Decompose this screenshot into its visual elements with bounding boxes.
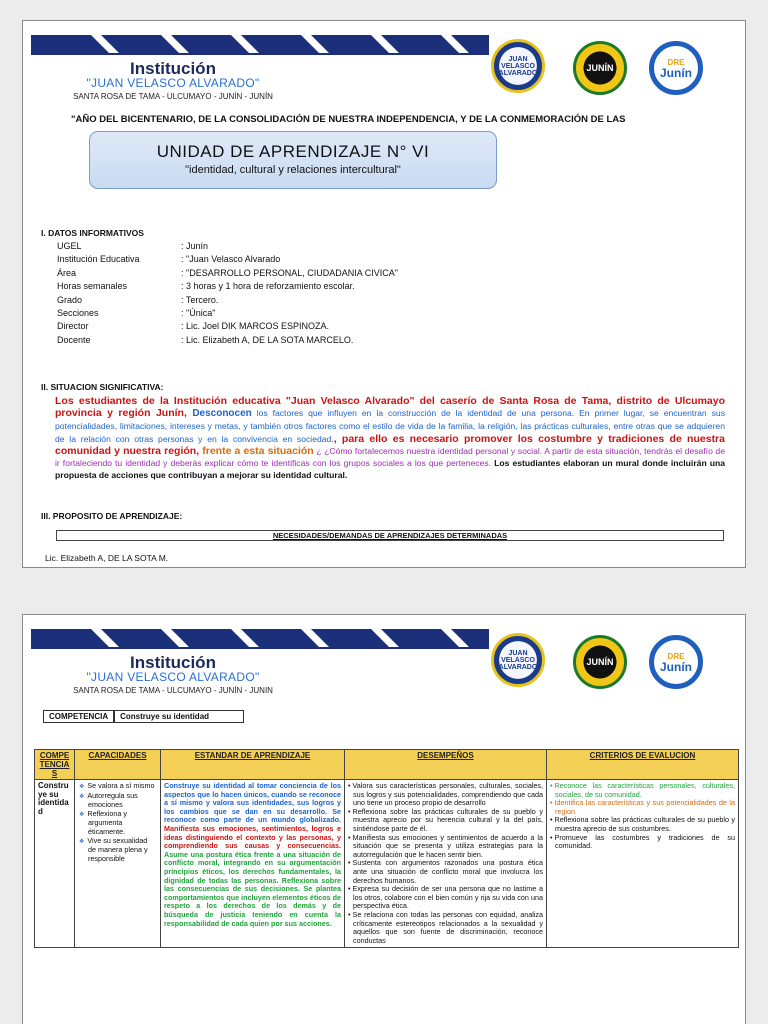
datos-value: : Lic. Joel DIK MARCOS ESPINOZA. <box>181 321 330 332</box>
competencias-table <box>34 749 739 948</box>
institution-place: SANTA ROSA DE TAMA - ULCUMAYO - JUNÍN - JUNÍN <box>73 92 273 101</box>
criterios-cell <box>547 780 739 948</box>
criterio-item: • Promueve las costumbres y tradiciones de su comunidad. <box>550 834 735 851</box>
desempeno-item: • Se relaciona con todas las personas con equidad, analiza críticamente estereotipos relacionados a la sexualidad y aquellos que son fuente de discriminación, reconoce conductas <box>348 911 543 945</box>
situacion-part-3: los factores que influyen en la construcción de la identidad de una persona. En primer lugar, se encuentran sus potencialidades, limitaciones, intereses y metas, y también otros factores como el estilo de vida de la familia, la religión, las prácticas culturales, entre otras que se adquieren de la relación con otras personas y en la convivencia en sociedad. <box>55 408 725 444</box>
unit-title: UNIDAD DE APRENDIZAJE N° VI <box>156 142 430 161</box>
desempeno-item: • Sustenta con argumentos razonados una postura ética ante una situación de conflicto moral que involucra los derechos humanos. <box>348 859 543 885</box>
datos-label: Institución Educativa <box>57 254 140 265</box>
ugel-seal-text: JUNÍN <box>586 63 614 73</box>
datos-row <box>57 308 717 321</box>
datos-row <box>57 281 717 294</box>
situacion-part-1: Los estudiantes de la Institución educativa "Juan Velasco Alvarado" del caserío de Santa Rosa de Tama, distrito de Ulcumayo provincia y región Junín, <box>55 395 725 420</box>
institution-title: Institución <box>130 653 216 672</box>
datos-label: Área <box>57 267 77 278</box>
datos-label: Grado <box>57 294 83 305</box>
desempeno-item: • Expresa su decisión de ser una persona que no lastime a los otros, colabore con el bien común y rija su vida con una perspectiva ética. <box>348 885 543 911</box>
desempeno-item: • Manifiesta sus emociones y sentimientos de acuerdo a la situación que se presenta y utiliza estrategias para la autorregulación que le hacen sentir bien. <box>348 834 543 860</box>
criterio-item: • Reconoce las características personales, culturales, sociales, de su comunidad. <box>550 782 735 799</box>
situacion-paragraph <box>55 395 725 481</box>
school-crest-logo <box>491 633 545 687</box>
datos-value: : Junín <box>181 241 209 251</box>
competencia-value: Construye su identidad <box>114 710 244 723</box>
header-banner-stripes <box>31 35 489 55</box>
school-crest-text: JUAN VELASCO ALVARADO <box>498 55 538 77</box>
criterios-list <box>550 782 735 851</box>
datos-value: : "Única" <box>181 308 216 318</box>
header-estandar: ESTANDAR DE APRENDIZAJE <box>161 750 345 780</box>
dre-logo-top: DRE <box>667 652 685 661</box>
criterio-item: • Reflexiona sobre las prácticas culturales de su pueblo y muestra aprecio de sus costumbres. <box>550 816 735 833</box>
datos-heading: I. DATOS INFORMATIVOS <box>41 228 144 238</box>
capacidad-item: ❖ Se valora a sí mismo <box>78 782 157 792</box>
datos-value: : "Juan Velasco Alvarado <box>181 254 281 265</box>
datos-row <box>57 295 717 308</box>
desempeno-item: • Reflexiona sobre las prácticas culturales de su pueblo y muestra aprecio por su herencia cultural y la del país, sintiéndose parte de él. <box>348 808 543 834</box>
desempenos-cell <box>345 780 547 948</box>
capacidades-list <box>78 782 157 863</box>
desempenos-list <box>348 782 543 945</box>
dre-junin-logo <box>649 635 703 689</box>
header-competencias: COMPE TENCIA S <box>35 750 75 780</box>
situacion-part-2: Desconocen <box>192 408 252 420</box>
institution-name: "JUAN VELASCO ALVARADO" <box>86 76 260 90</box>
datos-value: : "DESARROLLO PERSONAL, CIUDADANIA CIVICA" <box>181 267 398 278</box>
datos-row <box>57 321 717 334</box>
dre-logo-bottom: Junín <box>660 66 692 80</box>
competencia-row <box>43 710 244 723</box>
capacidades-cell <box>75 780 161 948</box>
ugel-seal-text: JUNÍN <box>586 657 614 667</box>
estandar-red-text: Manifiesta sus emociones, sentimientos, logros e ideas distinguiendo el contexto y las personas, y comprendiendo sus causas y consecuencias. <box>164 823 341 851</box>
situacion-part-4: , para ello es necesario promover los costumbre y tradiciones de nuestra comunidad y nuestra región, <box>55 432 725 457</box>
institution-place: SANTA ROSA DE TAMA - ULCUMAYO - JUNÍN - JUNIN <box>73 686 273 695</box>
datos-value: : 3 horas y 1 hora de reforzamiento escolar. <box>181 281 355 292</box>
situacion-part-6: ¿ ¿Cómo fortalecemos nuestra identidad personal y social. A partir de esta situación, tendrás el desafío de ir fortaleciendo tu identidad y deberás explicar cómo te identificas con los grupos sociales a los que perteneces. <box>55 445 725 469</box>
header-criterios: CRITERIOS DE EVALUCION <box>547 750 739 780</box>
institution-name: "JUAN VELASCO ALVARADO" <box>86 670 260 684</box>
dre-junin-logo <box>649 41 703 95</box>
header-desempenos: DESEMPEÑOS <box>345 750 547 780</box>
datos-row <box>57 335 717 348</box>
competencia-label: COMPETENCIA <box>43 710 114 723</box>
school-crest-logo <box>491 39 545 93</box>
capacidad-item: ❖ Vive su sexualidad de manera plena y responsible <box>78 837 157 864</box>
datos-label: UGEL <box>57 241 82 251</box>
situacion-heading: II. SITUACION SIGNIFICATIVA: <box>41 382 164 392</box>
ugel-seal-logo <box>573 41 627 95</box>
estandar-blue-text: Construye su identidad al tomar conciencia de los aspectos que lo hacen únicos, cuando se reconoce a sí mismo y valora sus identidades, sus logros y los cambios que se dan en su desarrollo. Se reconoce como parte de un mundo globalizado. <box>164 781 341 825</box>
datos-label: Director <box>57 321 89 332</box>
datos-label: Docente <box>57 334 91 345</box>
datos-value: : Tercero. <box>181 294 219 305</box>
datos-value: : Lic. Elizabeth A, DE LA SOTA MARCELO. <box>181 334 354 345</box>
table-row <box>35 780 739 948</box>
capacidad-item: ❖ Autorregula sus emociones <box>78 792 157 810</box>
ugel-seal-logo <box>573 635 627 689</box>
document-page-1 <box>22 20 746 568</box>
estandar-cell <box>161 780 345 948</box>
document-page-2 <box>22 614 746 1024</box>
table-header-row <box>35 750 739 780</box>
situacion-part-5: frente a esta situación <box>199 444 314 457</box>
capacidad-item: ❖ Reflexiona y argumenta éticamente. <box>78 810 157 837</box>
proposito-heading: III. PROPOSITO DE APRENDIZAJE: <box>41 511 183 521</box>
datos-label: Secciones <box>57 308 99 318</box>
page-footer: Lic. Elizabeth A, DE LA SOTA M. <box>45 553 169 563</box>
competencia-cell: Constru ye su identida d <box>35 780 75 948</box>
dre-logo-top: DRE <box>667 58 685 67</box>
criterio-item: • Identifica las características y sus potencialidades de la region. <box>550 799 735 816</box>
school-crest-text: JUAN VELASCO ALVARADO <box>498 649 538 671</box>
estandar-green-text: Asume una postura ética frente a una situación de conflicto moral, integrando en su argumentación principios éticos, los derechos fundamentales, la dignidad de todas las personas. Reflexiona sobre las consecuencias de sus decisiones. Se plantea comportamientos que incluyen elementos éticos de respeto a los derechos de los demás y de búsqueda de justicia teniendo en cuenta la responsabilidad de cada quien por sus acciones. <box>164 849 341 928</box>
unit-subtitle: "identidad, cultural y relaciones intercultural" <box>185 164 401 176</box>
datos-row <box>57 254 717 267</box>
header-capacidades: CAPACIDADES <box>75 750 161 780</box>
situacion-part-7: Los estudiantes elaboran un mural donde incluirán una propuesta de acciones que contribuyan a mejorar su identidad cultural. <box>55 458 726 481</box>
datos-label: Horas semanales <box>57 281 128 292</box>
datos-row <box>57 241 717 254</box>
datos-row <box>57 268 717 281</box>
unit-title-box <box>89 131 497 189</box>
desempeno-item: • Valora sus características personales, culturales, sociales, sus logros y sus potencialidades, comprendiendo que cada uno tiene un proceso propio de desarrollo <box>348 782 543 808</box>
year-motto: "AÑO DEL BICENTENARIO, DE LA CONSOLIDACIÓN DE NUESTRA INDEPENDENCIA, Y DE LA CONMEMORACIÓN DE LAS <box>71 114 626 125</box>
institution-title: Institución <box>130 59 216 78</box>
header-banner-stripes <box>31 629 489 649</box>
needs-bar: NECESIDADES/DEMANDAS DE APRENDIZAJES DETERMINADAS <box>56 530 724 541</box>
dre-logo-bottom: Junín <box>660 660 692 674</box>
